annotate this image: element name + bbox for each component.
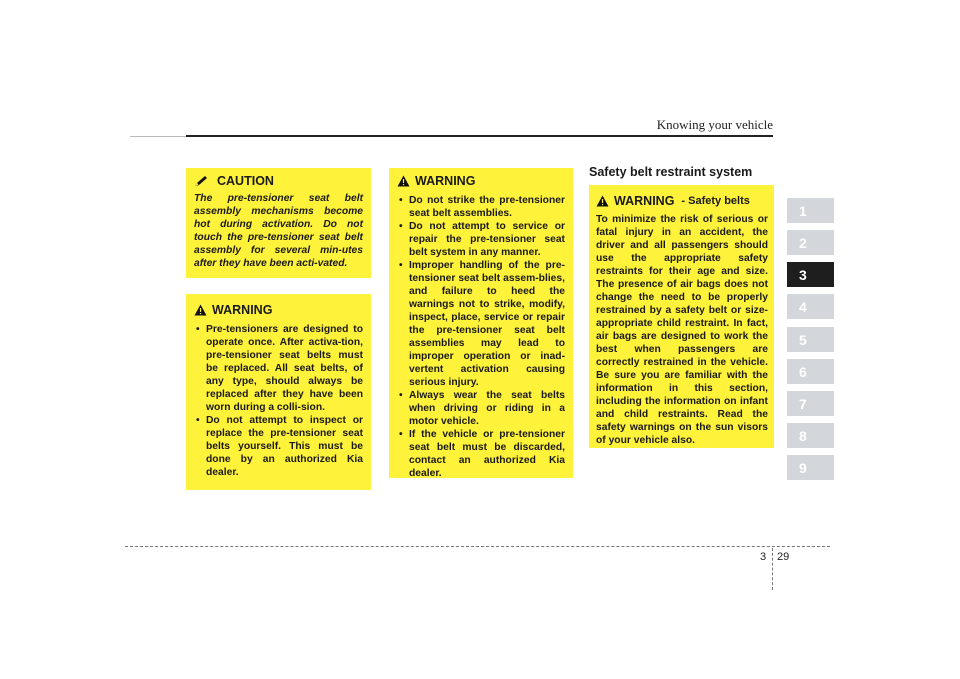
list-item: • Pre-tensioners are designed to operate once. After activa-tion, pre-tensioner seat belts must be replaced. All seat belts, of any type, should always be replaced after they have been worn during a colli-sion. [194, 323, 363, 414]
caution-title [194, 174, 363, 188]
warning-pretensioners-box [186, 294, 371, 490]
list-item: • Always wear the seat belts when driving or riding in a motor vehicle. [397, 389, 565, 428]
warning-triangle-icon [397, 175, 410, 187]
chapter-tab-4[interactable]: 4 [787, 294, 834, 319]
warning-triangle-icon [194, 304, 207, 316]
warning-assemblies-title [397, 174, 565, 188]
warning-safety-belts-title-text: WARNING [614, 194, 675, 208]
caution-box [186, 168, 371, 278]
warning-assemblies-title-text: WARNING [415, 174, 476, 188]
warning-safety-belts-title [596, 194, 768, 208]
chapter-tab-2[interactable]: 2 [787, 230, 834, 255]
warning-triangle-icon [596, 195, 609, 207]
list-item: • Improper handling of the pre-tensioner seat belt assem-blies, and failure to heed the warnings not to strike, modify, inspect, place, service or repair the pre-tensioner seat belt assemblies may lead to improper operation or inad-vertent activation causing serious injury. [397, 259, 565, 389]
warning-assemblies-box [389, 168, 573, 478]
chapter-tab-8[interactable]: 8 [787, 423, 834, 448]
chapter-tab-9[interactable]: 9 [787, 455, 834, 480]
warning-pretensioners-list [194, 323, 363, 479]
list-item: • Do not attempt to inspect or replace the pre-tensioner seat belts yourself. This must be done by an authorized Kia dealer. [194, 414, 363, 479]
header-rule-thin [130, 136, 186, 137]
chapter-tab-6[interactable]: 6 [787, 359, 834, 384]
section-heading: Safety belt restraint system [589, 165, 753, 179]
warning-pretensioners-title [194, 303, 363, 317]
list-item: • Do not strike the pre-tensioner seat belt assemblies. [397, 194, 565, 220]
chapter-tab-7[interactable]: 7 [787, 391, 834, 416]
footer-dashed-rule [125, 546, 830, 547]
footer-page-number: 29 [777, 551, 790, 563]
warning-safety-belts-text: To minimize the risk of serious or fatal injury in an accident, the driver and all passengers should use the appropriate safety restraints for their age and size. The presence of air bags does not change the need to be properly restrained by a safety belt or size-appropriate child restraint. In fact, air bags are designed to work the best when passengers are correctly restrained in the vehicle. Be sure you are familiar with the information in this section, including the information on infant and child restraints. Read the safety warnings on the sun visors of your vehicle also. [596, 214, 768, 446]
warning-assemblies-list [397, 194, 565, 480]
warning-safety-belts-subtitle: - Safety belts [681, 195, 750, 207]
list-item: • If the vehicle or pre-tensioner seat belt must be discarded, contact an authorized Kia dealer. [397, 428, 565, 480]
warning-pretensioners-title-text: WARNING [212, 303, 273, 317]
warning-safety-belts-box [589, 185, 774, 448]
header-title: Knowing your vehicle [656, 117, 773, 132]
list-item: • Do not attempt to service or repair the pre-tensioner seat belt system in any manner. [397, 220, 565, 259]
caution-title-text: CAUTION [217, 174, 274, 188]
page-number-divider [772, 548, 773, 590]
footer-chapter-number: 3 [760, 551, 767, 563]
caution-text: The pre-tensioner seat belt assembly mechanisms become hot during activation. Do not touch the pre-tensioner seat belt assembly for several min-utes after they have been acti-vated. [194, 193, 363, 269]
chapter-tab-5[interactable]: 5 [787, 327, 834, 352]
chapter-tab-1[interactable]: 1 [787, 198, 834, 223]
header-rule [186, 135, 773, 137]
pencil-icon [194, 175, 212, 187]
chapter-tab-3[interactable]: 3 [787, 262, 834, 287]
